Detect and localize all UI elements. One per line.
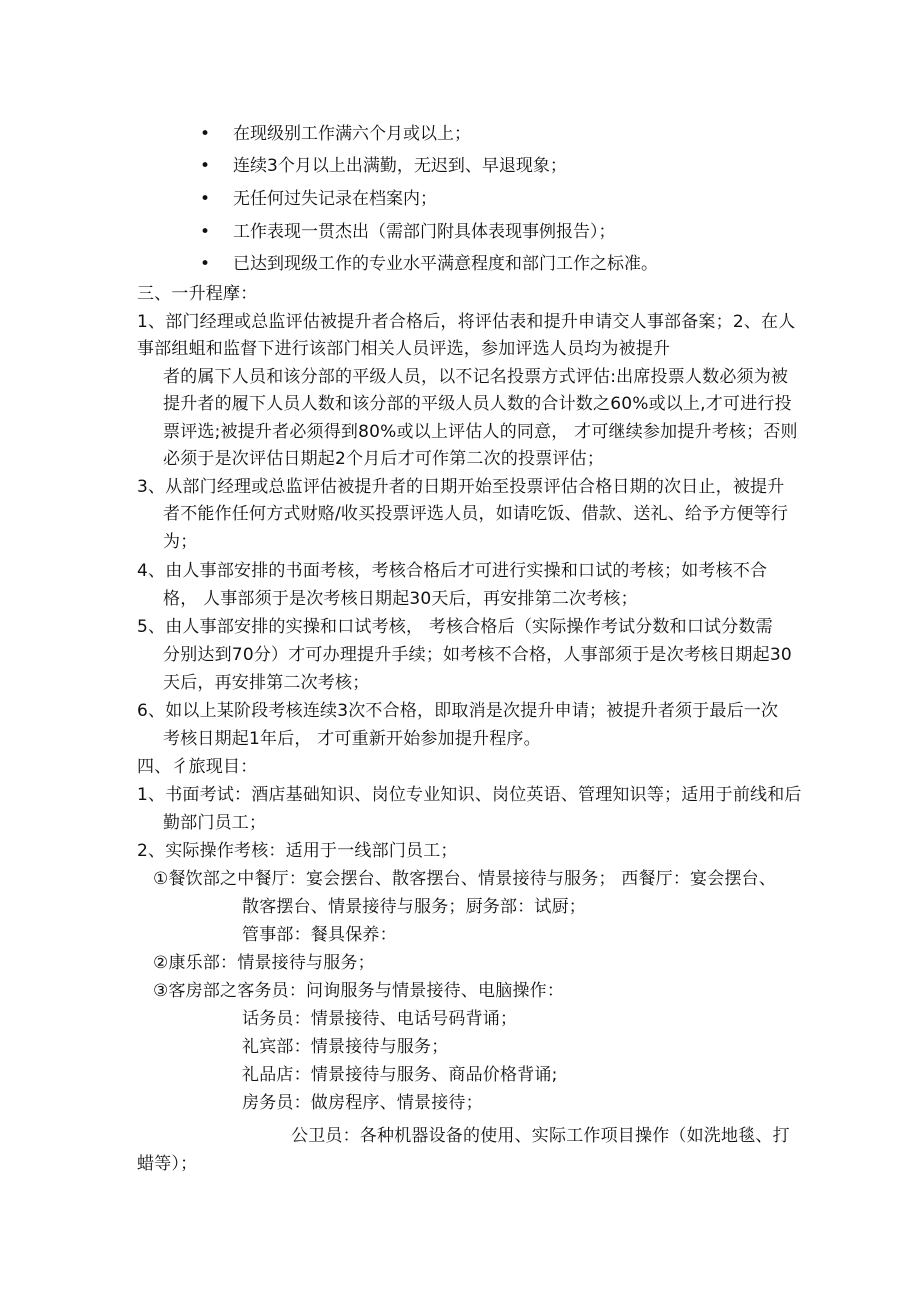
paragraph-line: 分别达到70分）才可办理提升手续；如考核不合格，人事部须于是次考核日期起30 xyxy=(163,645,792,665)
paragraph-line: 公卫员：各种机器设备的使用、实际工作项目操作（如洗地毯、打 xyxy=(291,1126,790,1146)
paragraph-line: 话务员：情景接待、电话号码背诵； xyxy=(242,1009,518,1029)
bullet-marker: • xyxy=(200,156,211,176)
paragraph-line: 6、如以上某阶段考核连续3次不合格，即取消是次提升申请；被提升者须于最后一次 xyxy=(137,701,779,721)
paragraph-line: 5、由人事部安排的实操和口试考核， 考核合格后（实际操作考试分数和口试分数需 xyxy=(137,617,773,637)
section-heading: 三、一升程摩： xyxy=(137,284,258,304)
bullet-marker: • xyxy=(200,124,211,144)
paragraph-line: 为； xyxy=(163,532,198,552)
bullet-item: 工作表现一贯杰出（需部门附具体表现事例报告）； xyxy=(233,222,616,242)
paragraph-line: 2、实际操作考核：适用于一线部门员工； xyxy=(137,841,458,861)
paragraph-line: ①餐饮部之中餐厅：宴会摆台、散客摆台、情景接待与服务； 西餐厅：宴会摆台、 xyxy=(153,869,777,889)
bullet-item: 连续3个月以上出满勤，无迟到、早退现象； xyxy=(233,156,567,176)
bullet-marker: • xyxy=(200,222,211,242)
bullet-marker: • xyxy=(200,254,211,274)
section-heading: 四、彳旅现目： xyxy=(137,757,258,777)
paragraph-line: 提升者的履下人员人数和该分部的平级人员人数的合计数之60%或以上,才可进行投 xyxy=(163,394,792,414)
paragraph-line: 者不能作任何方式财赂/收买投票评选人员，如请吃饭、借款、送礼、给予方便等行 xyxy=(163,504,789,524)
paragraph-line: ②康乐部：情景接待与服务； xyxy=(153,953,375,973)
paragraph-line: 考核日期起1年后， 才可重新开始参加提升程序。 xyxy=(163,729,541,749)
paragraph-line: 1、部门经理或总监评估被提升者合格后，将评估表和提升申请交人事部备案；2、在人 xyxy=(137,312,796,332)
paragraph-line: 格， 人事部须于是次考核日期起30天后，再安排第二次考核； xyxy=(163,589,638,609)
paragraph-line: 事部组蛆和监督下进行该部门相关人员评选，参加评选人员均为被提升 xyxy=(137,339,671,359)
paragraph-line: 4、由人事部安排的书面考核，考核合格后才可进行实操和口试的考核；如考核不合 xyxy=(137,561,768,581)
paragraph-line: 房务员：做房程序、情景接待； xyxy=(242,1093,483,1113)
paragraph-line: 1、书面考试：酒店基础知识、岗位专业知识、岗位英语、管理知识等；适用于前线和后 xyxy=(137,785,802,805)
paragraph-line: 天后，再安排第二次考核； xyxy=(163,673,370,693)
paragraph-line: 散客摆台、情景接待与服务；厨务部：试厨； xyxy=(242,897,586,917)
bullet-item: 已达到现级工作的专业水平满意程度和部门工作之标准。 xyxy=(233,254,658,274)
paragraph-line: 勤部门员工； xyxy=(163,813,267,833)
paragraph-line: 蜡等）； xyxy=(137,1154,198,1174)
paragraph-line: 必须于是次评估日期起2个月后才可作第二次的投票评估； xyxy=(163,449,605,469)
paragraph-line: ③客房部之客务员：问询服务与情景接待、电脑操作： xyxy=(153,981,565,1001)
bullet-marker: • xyxy=(200,189,211,209)
paragraph-line: 者的属下人员和该分部的平级人员，以不记名投票方式评估:出席投票人数必须为被 xyxy=(163,367,789,387)
paragraph-line: 礼宾部：情景接待与服务； xyxy=(242,1037,449,1057)
paragraph-line: 票评选;被提升者必须得到80%或以上评估人的同意， 才可继续参加提升考核；否则 xyxy=(163,422,798,442)
bullet-item: 在现级别工作满六个月或以上； xyxy=(233,124,471,144)
paragraph-line: 礼品店：情景接待与服务、商品价格背诵; xyxy=(242,1065,558,1085)
paragraph-line: 3、从部门经理或总监评估被提升者的日期开始至投票评估合格日期的次日止，被提升 xyxy=(137,477,785,497)
paragraph-line: 管事部：餐具保养： xyxy=(242,925,397,945)
bullet-item: 无任何过失记录在档案内； xyxy=(233,189,437,209)
